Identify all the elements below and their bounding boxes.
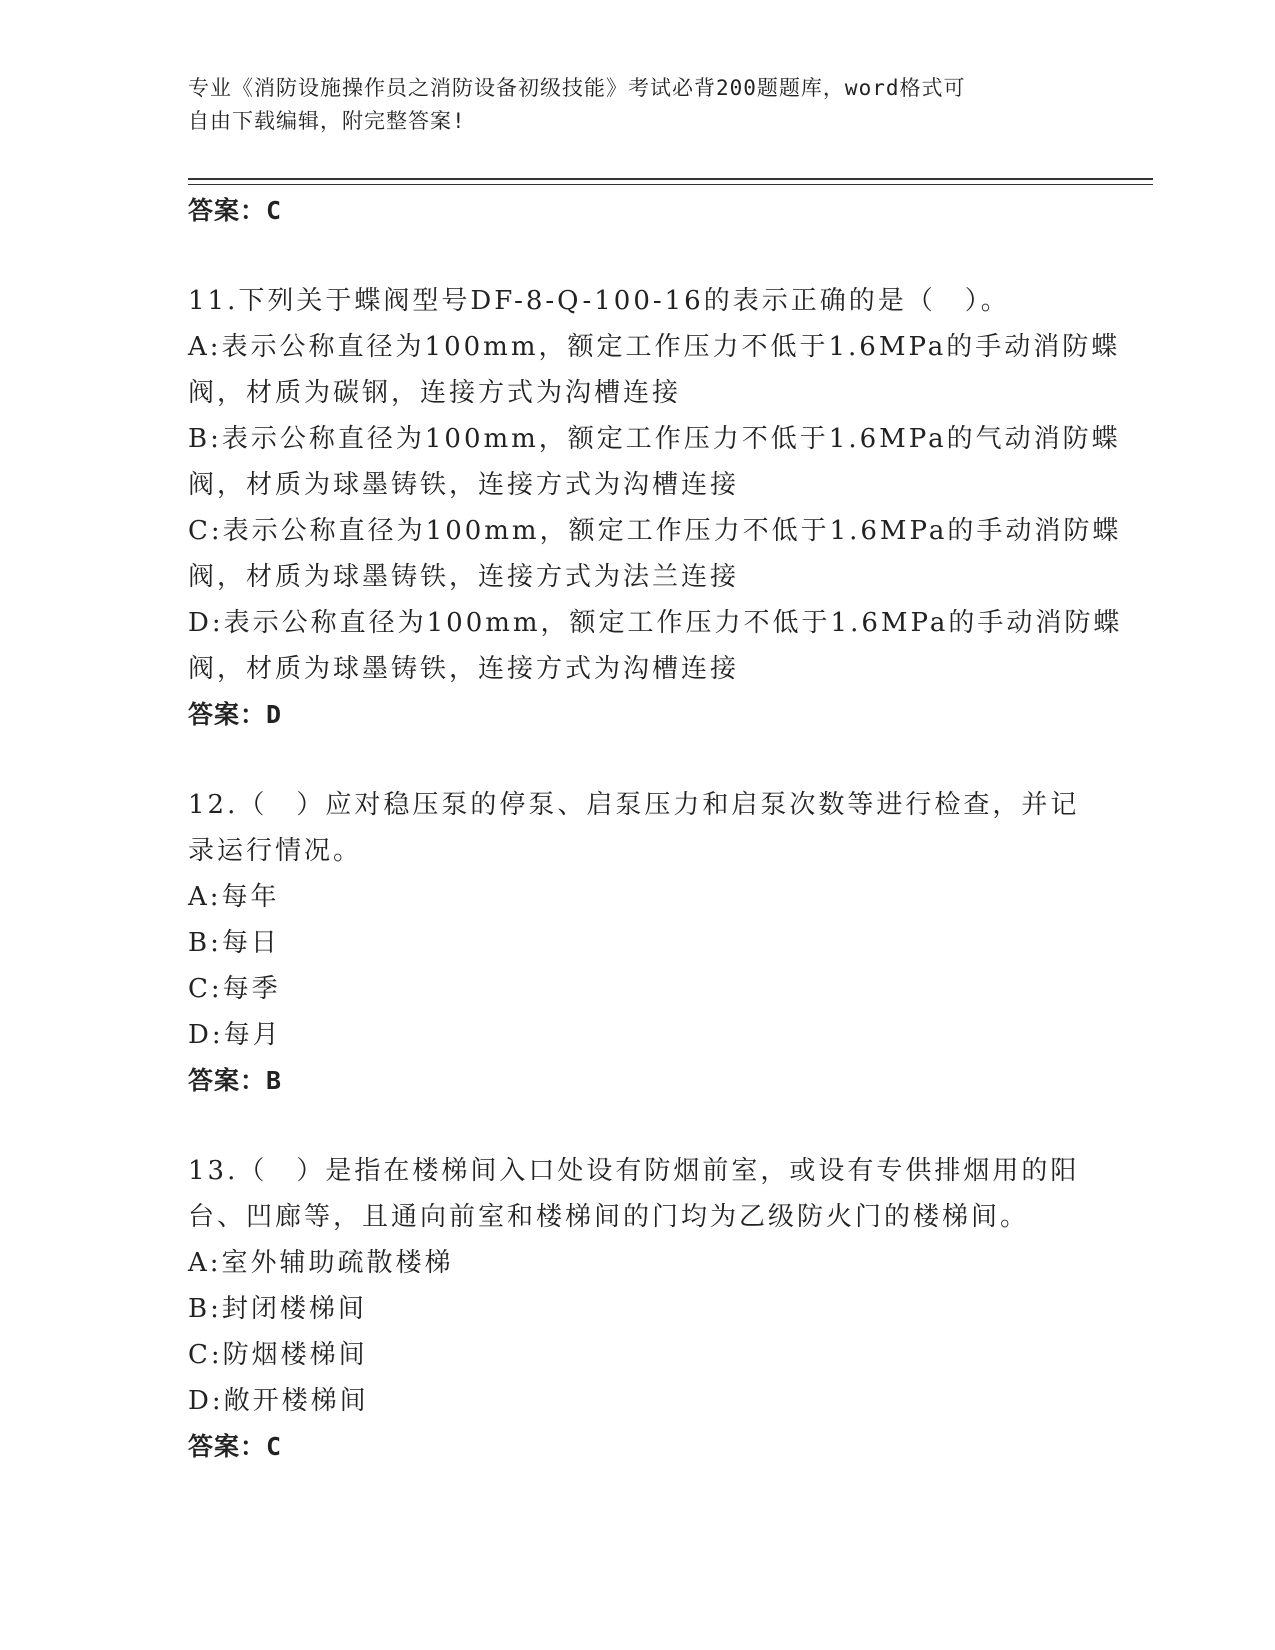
option-b: B:封闭楼梯间 bbox=[188, 1294, 367, 1324]
header-divider-thin bbox=[188, 184, 1153, 185]
option-a: A:室外辅助疏散楼梯 bbox=[188, 1248, 454, 1278]
option-a: A:每年 bbox=[188, 882, 280, 912]
option-a-continued: 阀，材质为碳钢，连接方式为沟槽连接 bbox=[188, 378, 682, 408]
option-c: C:表示公称直径为100mm，额定工作压力不低于1.6MPa的手动消防蝶 bbox=[188, 516, 1122, 546]
option-c: C:防烟楼梯间 bbox=[188, 1340, 368, 1370]
header-line-1: 专业《消防设施操作员之消防设备初级技能》考试必背200题题库，word格式可 bbox=[188, 76, 966, 100]
option-b: B:每日 bbox=[188, 928, 280, 958]
option-a: A:表示公称直径为100mm，额定工作压力不低于1.6MPa的手动消防蝶 bbox=[188, 332, 1121, 362]
answer-line: 答案：D bbox=[188, 700, 283, 729]
option-d-continued: 阀，材质为球墨铸铁，连接方式为沟槽连接 bbox=[188, 654, 740, 684]
option-d: D:每月 bbox=[188, 1020, 282, 1050]
question-12 bbox=[188, 782, 1088, 1104]
question-11 bbox=[188, 278, 1123, 738]
question-stem-continued: 台、凹廊等，且通向前室和楼梯间的门均为乙级防火门的楼梯间。 bbox=[188, 1202, 1030, 1232]
spacer bbox=[188, 1104, 1088, 1148]
document-header bbox=[188, 72, 1088, 138]
spacer bbox=[188, 234, 1088, 278]
answer-line: 答案：B bbox=[188, 1066, 283, 1095]
question-list bbox=[188, 188, 1123, 1470]
option-b: B:表示公称直径为100mm，额定工作压力不低于1.6MPa的气动消防蝶 bbox=[188, 424, 1121, 454]
question-stem: 12.（ ）应对稳压泵的停泵、启泵压力和启泵次数等进行检查，并记 bbox=[188, 790, 1080, 820]
header-line-2: 自由下载编辑，附完整答案! bbox=[188, 109, 466, 133]
option-d: D:表示公称直径为100mm，额定工作压力不低于1.6MPa的手动消防蝶 bbox=[188, 608, 1123, 638]
header-divider-thick bbox=[188, 178, 1153, 180]
question-stem: 11.下列关于蝶阀型号DF-8-Q-100-16的表示正确的是（ ）。 bbox=[188, 286, 1010, 316]
spacer bbox=[188, 738, 1088, 782]
question-stem: 13.（ ）是指在楼梯间入口处设有防烟前室，或设有专供排烟用的阳 bbox=[188, 1156, 1080, 1186]
question-stem-continued: 录运行情况。 bbox=[188, 836, 363, 866]
answer-line: 答案：C bbox=[188, 196, 283, 225]
option-b-continued: 阀，材质为球墨铸铁，连接方式为沟槽连接 bbox=[188, 470, 740, 500]
answer-line: 答案：C bbox=[188, 1432, 283, 1461]
option-c: C:每季 bbox=[188, 974, 281, 1004]
question-13 bbox=[188, 1148, 1088, 1470]
option-c-continued: 阀，材质为球墨铸铁，连接方式为法兰连接 bbox=[188, 562, 740, 592]
option-d: D:敞开楼梯间 bbox=[188, 1386, 369, 1416]
